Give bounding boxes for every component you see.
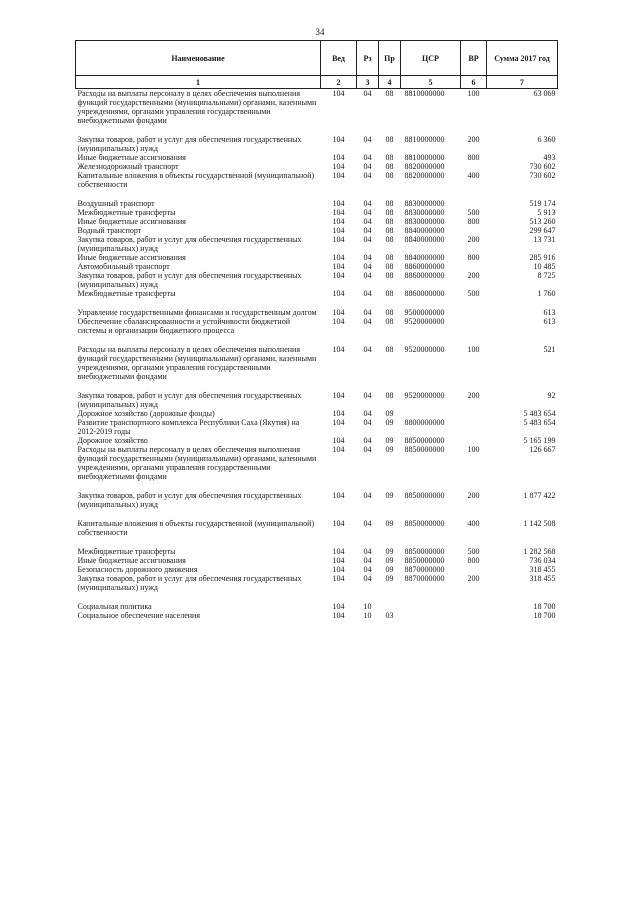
row-sum: 13 731 xyxy=(533,235,556,244)
row-sum: 18 700 xyxy=(533,611,556,620)
row-rz: 04 xyxy=(363,445,372,454)
column-number: 5 xyxy=(401,76,461,89)
row-rz: 04 xyxy=(363,271,372,280)
row-pr: 08 xyxy=(385,391,394,400)
row-name: Железнодорожный транспорт xyxy=(77,162,179,171)
row-sum: 521 xyxy=(543,345,556,354)
row-ved: 104 xyxy=(332,253,345,262)
row-spacer xyxy=(76,189,558,199)
row-name: Закупка товаров, работ и услуг для обеспечения государственных (муниципальных) нужд xyxy=(77,574,302,592)
row-rz: 04 xyxy=(363,308,372,317)
row-pr: 09 xyxy=(385,491,394,500)
row-pr: 08 xyxy=(385,253,394,262)
row-pr: 08 xyxy=(385,89,394,98)
row-name: Иные бюджетные ассигнования xyxy=(77,253,186,262)
row-sum: 8 725 xyxy=(537,271,556,280)
row-rz: 04 xyxy=(363,391,372,400)
row-vr: 200 xyxy=(467,235,480,244)
row-ved: 104 xyxy=(332,262,345,271)
row-csr: 8840000000 xyxy=(404,253,445,262)
row-name: Безопасность дорожного движения xyxy=(77,565,198,574)
row-vr: 800 xyxy=(467,153,480,162)
row-ved: 104 xyxy=(332,436,345,445)
row-csr: 8850000000 xyxy=(404,436,445,445)
table-row xyxy=(76,556,558,565)
row-csr: 9520000000 xyxy=(404,345,445,354)
row-vr: 500 xyxy=(467,289,480,298)
row-vr: 100 xyxy=(467,345,480,354)
row-sum: 92 xyxy=(547,391,556,400)
row-vr xyxy=(461,418,487,436)
row-sum: 10 485 xyxy=(533,262,556,271)
row-vr: 100 xyxy=(467,89,480,98)
row-ved: 104 xyxy=(332,574,345,583)
spacer-cell xyxy=(76,189,558,199)
row-pr: 09 xyxy=(385,565,394,574)
table-row xyxy=(76,491,558,509)
row-vr xyxy=(461,317,487,335)
row-vr: 500 xyxy=(467,208,480,217)
row-name: Дорожное хозяйство (дорожные фонды) xyxy=(77,409,215,418)
row-pr: 08 xyxy=(385,153,394,162)
row-sum: 730 602 xyxy=(529,162,556,171)
column-number: 7 xyxy=(487,76,558,89)
row-rz: 04 xyxy=(363,418,372,427)
row-pr: 08 xyxy=(385,317,394,326)
row-sum: 1 760 xyxy=(537,289,556,298)
row-vr: 200 xyxy=(467,574,480,583)
table-row xyxy=(76,235,558,253)
row-name: Иные бюджетные ассигнования xyxy=(77,153,186,162)
row-name: Развитие транспортного комплекса Республики Саха (Якутия) на 2012-2019 годы xyxy=(77,418,300,436)
row-rz: 04 xyxy=(363,253,372,262)
row-rz: 04 xyxy=(363,89,372,98)
row-vr: 500 xyxy=(467,547,480,556)
row-name: Межбюджетные трансферты xyxy=(77,547,176,556)
row-ved: 104 xyxy=(332,271,345,280)
row-vr xyxy=(461,602,487,611)
row-ved: 104 xyxy=(332,208,345,217)
row-pr: 09 xyxy=(385,409,394,418)
row-ved: 104 xyxy=(332,409,345,418)
row-name: Расходы на выплаты персоналу в целях обеспечения выполнения функций государственными (муниципальными) органами, казенными учреждениями, органами управления государственными внебюджетными фондами xyxy=(77,89,317,125)
row-name: Закупка товаров, работ и услуг для обеспечения государственных (муниципальных) нужд xyxy=(77,491,302,509)
row-sum: 519 174 xyxy=(529,199,556,208)
column-number: 6 xyxy=(461,76,487,89)
table-row xyxy=(76,153,558,162)
row-csr: 8850000000 xyxy=(404,519,445,528)
spacer-cell xyxy=(76,592,558,602)
column-number: 4 xyxy=(379,76,401,89)
row-name: Расходы на выплаты персоналу в целях обеспечения выполнения функций государственными (муниципальными) органами, казенными учреждениями, органами управления государственными внебюджетными фондами xyxy=(77,345,317,381)
row-ved: 104 xyxy=(332,289,345,298)
row-pr: 08 xyxy=(385,271,394,280)
table-row xyxy=(76,208,558,217)
row-pr: 09 xyxy=(385,556,394,565)
row-vr xyxy=(461,565,487,574)
row-ved: 104 xyxy=(332,491,345,500)
row-pr: 08 xyxy=(385,289,394,298)
row-pr: 08 xyxy=(385,199,394,208)
row-vr: 800 xyxy=(467,253,480,262)
row-ved: 104 xyxy=(332,89,345,98)
row-ved: 104 xyxy=(332,611,345,620)
row-ved: 104 xyxy=(332,445,345,454)
row-rz: 04 xyxy=(363,262,372,271)
table-row xyxy=(76,519,558,537)
row-pr: 09 xyxy=(385,445,394,454)
table-row xyxy=(76,611,558,620)
spacer-cell xyxy=(76,335,558,345)
row-csr: 8870000000 xyxy=(404,574,445,583)
table-row xyxy=(76,547,558,556)
row-pr: 08 xyxy=(385,208,394,217)
table-row xyxy=(76,271,558,289)
row-pr: 08 xyxy=(385,262,394,271)
row-pr: 09 xyxy=(385,519,394,528)
row-sum: 613 xyxy=(543,308,556,317)
row-name: Межбюджетные трансферты xyxy=(77,208,176,217)
row-csr: 9520000000 xyxy=(404,391,445,400)
table-row xyxy=(76,418,558,436)
row-csr: 8820000000 xyxy=(404,162,445,171)
row-vr xyxy=(461,226,487,235)
column-number: 1 xyxy=(76,76,321,89)
row-pr: 08 xyxy=(385,135,394,144)
row-rz: 04 xyxy=(363,199,372,208)
row-name: Социальное обеспечение населения xyxy=(77,611,200,620)
row-csr xyxy=(401,602,461,611)
row-rz: 04 xyxy=(363,208,372,217)
row-rz: 04 xyxy=(363,153,372,162)
row-csr: 8850000000 xyxy=(404,547,445,556)
row-sum: 1 282 568 xyxy=(523,547,556,556)
table-row xyxy=(76,199,558,208)
row-rz: 04 xyxy=(363,162,372,171)
table-row xyxy=(76,217,558,226)
row-sum: 318 455 xyxy=(529,565,556,574)
row-vr: 400 xyxy=(467,171,480,180)
table-row xyxy=(76,226,558,235)
row-pr: 09 xyxy=(385,574,394,583)
row-vr xyxy=(461,162,487,171)
row-pr: 08 xyxy=(385,226,394,235)
row-csr: 8850000000 xyxy=(404,556,445,565)
row-sum: 736 034 xyxy=(529,556,556,565)
row-name: Закупка товаров, работ и услуг для обеспечения государственных (муниципальных) нужд xyxy=(77,135,302,153)
row-name: Обеспечение сбалансированности и устойчивости бюджетной системы и организации бюджетного процесса xyxy=(77,317,290,335)
row-csr: 8840000000 xyxy=(404,226,445,235)
row-pr: 08 xyxy=(385,345,394,354)
row-ved: 104 xyxy=(332,135,345,144)
spacer-cell xyxy=(76,381,558,391)
budget-table xyxy=(75,40,558,620)
row-rz: 04 xyxy=(363,436,372,445)
row-spacer xyxy=(76,481,558,491)
row-rz: 04 xyxy=(363,235,372,244)
table-row xyxy=(76,262,558,271)
spacer-cell xyxy=(76,481,558,491)
header-vr: ВР xyxy=(461,41,487,76)
row-spacer xyxy=(76,537,558,547)
table-row xyxy=(76,436,558,445)
row-sum: 126 667 xyxy=(529,445,556,454)
row-csr: 8810000000 xyxy=(404,135,445,144)
table-row xyxy=(76,289,558,298)
row-ved: 104 xyxy=(332,418,345,427)
table-row xyxy=(76,445,558,481)
row-name: Закупка товаров, работ и услуг для обеспечения государственных (муниципальных) нужд xyxy=(77,271,302,289)
row-rz: 04 xyxy=(363,226,372,235)
row-name: Закупка товаров, работ и услуг для обеспечения государственных (муниципальных) нужд xyxy=(77,391,302,409)
row-ved: 104 xyxy=(332,199,345,208)
row-spacer xyxy=(76,381,558,391)
row-vr: 400 xyxy=(467,519,480,528)
table-row xyxy=(76,602,558,611)
row-rz: 04 xyxy=(363,565,372,574)
row-pr: 09 xyxy=(385,436,394,445)
row-name: Воздушный транспорт xyxy=(77,199,155,208)
row-csr: 8850000000 xyxy=(404,445,445,454)
row-name: Капитальные вложения в объекты государственной (муниципальной) собственности xyxy=(77,171,315,189)
header-rz: Рз xyxy=(357,41,379,76)
row-vr: 200 xyxy=(467,135,480,144)
row-sum: 613 xyxy=(543,317,556,326)
row-ved: 104 xyxy=(332,153,345,162)
row-rz: 04 xyxy=(363,574,372,583)
row-name: Расходы на выплаты персоналу в целях обеспечения выполнения функций государственными (муниципальными) органами, казенными учреждениями, органами управления государственными внебюджетными фондами xyxy=(77,445,317,481)
row-sum: 285 916 xyxy=(529,253,556,262)
row-csr: 8870000000 xyxy=(404,565,445,574)
table-header xyxy=(76,41,558,89)
row-sum: 5 165 199 xyxy=(523,436,556,445)
row-rz: 04 xyxy=(363,519,372,528)
row-csr: 8860000000 xyxy=(404,289,445,298)
row-ved: 104 xyxy=(332,171,345,180)
table-row xyxy=(76,391,558,409)
row-rz: 10 xyxy=(363,611,372,620)
table-row xyxy=(76,409,558,418)
table-row xyxy=(76,565,558,574)
row-pr: 08 xyxy=(385,235,394,244)
row-sum: 5 483 654 xyxy=(523,418,556,427)
row-ved: 104 xyxy=(332,547,345,556)
row-rz: 04 xyxy=(363,547,372,556)
row-spacer xyxy=(76,509,558,519)
row-sum: 1 142 508 xyxy=(523,519,556,528)
row-spacer xyxy=(76,125,558,135)
table-row xyxy=(76,89,558,126)
row-vr xyxy=(461,611,487,620)
row-pr: 08 xyxy=(385,171,394,180)
row-sum: 318 455 xyxy=(529,574,556,583)
row-rz: 04 xyxy=(363,409,372,418)
table-row xyxy=(76,574,558,592)
header-ved: Вед xyxy=(321,41,357,76)
row-vr: 200 xyxy=(467,271,480,280)
row-vr xyxy=(461,409,487,418)
row-sum: 299 647 xyxy=(529,226,556,235)
row-rz: 04 xyxy=(363,289,372,298)
spacer-cell xyxy=(76,298,558,308)
row-ved: 104 xyxy=(332,226,345,235)
row-ved: 104 xyxy=(332,565,345,574)
row-ved: 104 xyxy=(332,217,345,226)
page-number: 34 xyxy=(315,27,325,37)
row-ved: 104 xyxy=(332,235,345,244)
row-csr: 8830000000 xyxy=(404,217,445,226)
row-vr xyxy=(461,436,487,445)
row-spacer xyxy=(76,592,558,602)
row-rz: 04 xyxy=(363,317,372,326)
row-vr: 800 xyxy=(467,217,480,226)
table-row xyxy=(76,345,558,381)
table-row xyxy=(76,317,558,335)
row-sum: 5 483 654 xyxy=(523,409,556,418)
row-ved: 104 xyxy=(332,519,345,528)
table-body xyxy=(76,89,558,621)
row-spacer xyxy=(76,298,558,308)
row-csr: 8810000000 xyxy=(404,153,445,162)
row-spacer xyxy=(76,335,558,345)
header-sum: Сумма 2017 год xyxy=(487,41,558,76)
row-rz: 04 xyxy=(363,345,372,354)
column-number: 2 xyxy=(321,76,357,89)
row-ved: 104 xyxy=(332,345,345,354)
row-sum: 1 877 422 xyxy=(523,491,556,500)
row-sum: 6 360 xyxy=(537,135,556,144)
row-vr: 200 xyxy=(467,391,480,400)
row-name: Капитальные вложения в объекты государственной (муниципальной) собственности xyxy=(77,519,315,537)
row-rz: 04 xyxy=(363,171,372,180)
row-rz: 04 xyxy=(363,556,372,565)
spacer-cell xyxy=(76,509,558,519)
row-ved: 104 xyxy=(332,556,345,565)
spacer-cell xyxy=(76,125,558,135)
row-ved: 104 xyxy=(332,308,345,317)
table-row xyxy=(76,135,558,153)
row-vr: 100 xyxy=(467,445,480,454)
row-rz: 04 xyxy=(363,491,372,500)
row-rz: 04 xyxy=(363,217,372,226)
row-name: Социальная политика xyxy=(77,602,152,611)
table-row xyxy=(76,308,558,317)
row-name: Дорожное хозяйство xyxy=(77,436,148,445)
row-csr: 8820000000 xyxy=(404,171,445,180)
header-name: Наименование xyxy=(76,41,321,76)
row-csr: 8860000000 xyxy=(404,262,445,271)
row-pr: 08 xyxy=(385,162,394,171)
row-csr: 9500000000 xyxy=(404,308,445,317)
row-name: Автомобильный транспорт xyxy=(77,262,170,271)
row-ved: 104 xyxy=(332,162,345,171)
table-row xyxy=(76,253,558,262)
table-row xyxy=(76,162,558,171)
row-name: Водный транспорт xyxy=(77,226,142,235)
row-name: Межбюджетные трансферты xyxy=(77,289,176,298)
row-ved: 104 xyxy=(332,602,345,611)
row-vr: 800 xyxy=(467,556,480,565)
row-name: Закупка товаров, работ и услуг для обеспечения государственных (муниципальных) нужд xyxy=(77,235,302,253)
row-sum: 18 700 xyxy=(533,602,556,611)
row-csr: 8800000000 xyxy=(404,418,445,427)
row-csr: 8840000000 xyxy=(404,235,445,244)
row-ved: 104 xyxy=(332,391,345,400)
spacer-cell xyxy=(76,537,558,547)
row-name: Иные бюджетные ассигнования xyxy=(77,556,186,565)
row-csr xyxy=(401,611,461,620)
header-csr: ЦСР xyxy=(401,41,461,76)
row-csr: 8830000000 xyxy=(404,208,445,217)
row-ved: 104 xyxy=(332,317,345,326)
header-pr: Пр xyxy=(379,41,401,76)
row-csr: 8850000000 xyxy=(404,491,445,500)
row-csr: 8860000000 xyxy=(404,271,445,280)
table-row xyxy=(76,171,558,189)
row-name: Иные бюджетные ассигнования xyxy=(77,217,186,226)
row-sum: 513 260 xyxy=(529,217,556,226)
row-pr: 09 xyxy=(385,547,394,556)
row-rz: 10 xyxy=(363,602,372,611)
row-pr: 09 xyxy=(385,418,394,427)
row-pr: 03 xyxy=(385,611,394,620)
row-vr: 200 xyxy=(467,491,480,500)
row-sum: 5 913 xyxy=(537,208,556,217)
row-vr xyxy=(461,199,487,208)
row-name: Управление государственными финансами и государственным долгом xyxy=(77,308,317,317)
row-rz: 04 xyxy=(363,135,372,144)
row-vr xyxy=(461,262,487,271)
row-csr xyxy=(401,409,461,418)
row-pr xyxy=(379,602,401,611)
column-number: 3 xyxy=(357,76,379,89)
row-sum: 730 602 xyxy=(529,171,556,180)
row-csr: 8830000000 xyxy=(404,199,445,208)
row-pr: 08 xyxy=(385,217,394,226)
row-sum: 63 069 xyxy=(533,89,556,98)
row-csr: 9520000000 xyxy=(404,317,445,326)
row-pr: 08 xyxy=(385,308,394,317)
row-sum: 493 xyxy=(543,153,556,162)
row-csr: 8810000000 xyxy=(404,89,445,98)
row-vr xyxy=(461,308,487,317)
